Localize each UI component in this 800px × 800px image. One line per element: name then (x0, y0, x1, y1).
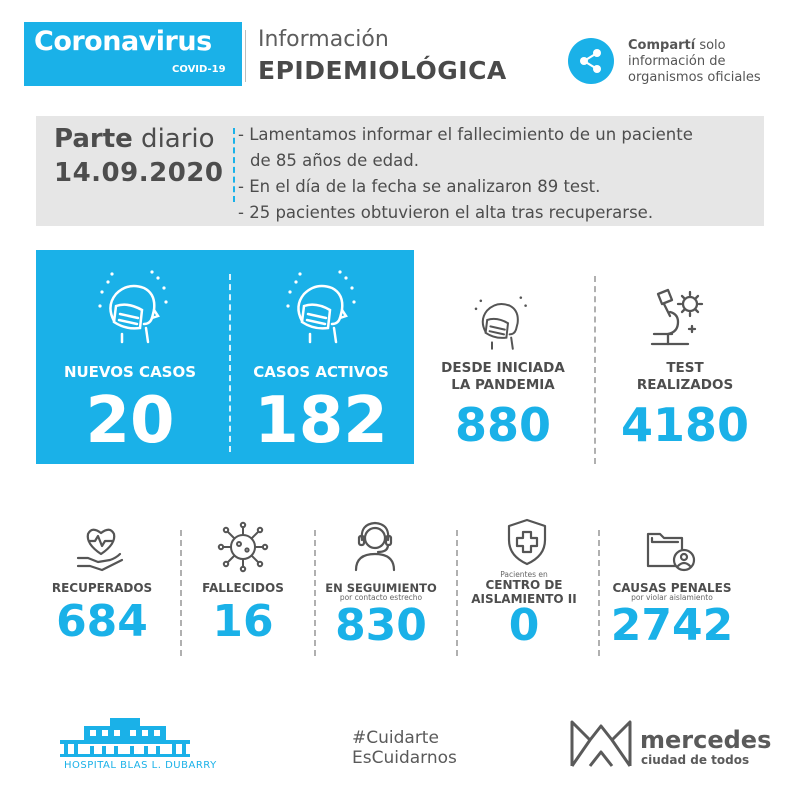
heart-hand-icon (76, 524, 126, 572)
daily-divider (233, 128, 235, 202)
daily-note: - 25 pacientes obtuvieron el alta tras recuperarse. (238, 203, 654, 222)
daily-note: - Lamentamos informar el fallecimiento de un paciente (238, 125, 693, 144)
stat-label-line: LA PANDEMIA (451, 377, 555, 393)
daily-title (54, 124, 215, 154)
stat-label-recovered: RECUPERADOS (51, 581, 153, 595)
stat-label-deceased: FALLECIDOS (202, 581, 284, 595)
stat-value-tests: 4180 (620, 398, 750, 452)
badge-title: Coronavirus (34, 26, 212, 57)
daily-date: 14.09.2020 (54, 158, 224, 188)
daily-title-bold: Parte (54, 124, 133, 154)
hashtag (352, 728, 457, 768)
masked-face-icon (92, 266, 172, 346)
masked-face-icon (468, 288, 532, 352)
city-subtitle: ciudad de todos (641, 753, 750, 767)
stat-label-followup: EN SEGUIMIENTO (325, 581, 437, 595)
headset-person-icon (348, 518, 402, 572)
stat-value-recovered: 684 (56, 596, 148, 647)
share-icon (578, 48, 604, 74)
badge-subtitle: COVID-19 (172, 64, 226, 75)
daily-notes (238, 122, 693, 226)
share-button[interactable] (568, 38, 614, 84)
share-line2: información de (628, 54, 726, 69)
share-line3: organismos oficiales (628, 70, 761, 85)
stat-label-line: REALIZADOS (636, 377, 734, 393)
stat-label-active-cases: CASOS ACTIVOS (253, 363, 389, 381)
stat-label-line: CENTRO DE (485, 578, 563, 592)
stat-value-active-cases: 182 (254, 384, 388, 458)
hashtag-line: EsCuidarnos (352, 748, 457, 768)
stat-label-line: DESDE INICIADA (441, 360, 565, 376)
stat-divider (598, 530, 600, 656)
stat-prelabel-isolation: Pacientes en (500, 570, 548, 579)
stat-divider (456, 530, 458, 656)
stat-label-new-cases: NUEVOS CASOS (63, 363, 197, 381)
daily-title-rest: diario (132, 124, 215, 154)
mercedes-logo-icon (568, 716, 634, 770)
hospital-name: HOSPITAL BLAS L. DUBARRY (64, 760, 217, 771)
stat-sublabel-followup: por contacto estrecho (339, 593, 423, 602)
city-title: mercedes (640, 726, 772, 754)
stat-divider (594, 276, 596, 464)
share-rest: solo (695, 38, 726, 53)
header-title-line1: Información (258, 27, 389, 52)
virus-icon (216, 520, 270, 574)
microscope-icon (638, 286, 708, 352)
stat-divider (314, 530, 316, 656)
header-title-line2: EPIDEMIOLÓGICA (258, 56, 507, 85)
stat-label-criminal-cases: CAUSAS PENALES (612, 581, 732, 595)
stat-label-line: AISLAMIENTO II (471, 592, 577, 606)
stat-value-criminal-cases: 2742 (610, 600, 734, 651)
stat-value-deceased: 16 (212, 596, 274, 647)
stat-sublabel-criminal-cases: por violar aislamiento (631, 593, 713, 602)
stat-divider (180, 530, 182, 656)
panel-divider (229, 274, 231, 452)
hospital-logo (60, 716, 190, 758)
stat-label-since-pandemic (428, 360, 578, 394)
stat-value-followup: 830 (335, 600, 427, 651)
medical-shield-icon (506, 518, 548, 566)
share-bold: Compartí (628, 38, 696, 53)
stat-value-isolation: 0 (508, 600, 540, 651)
daily-note: - En el día de la fecha se analizaron 89 test. (238, 177, 601, 196)
stat-value-new-cases: 20 (85, 384, 175, 458)
header-divider (245, 30, 246, 82)
stat-label-line: TEST (666, 360, 704, 376)
folder-user-icon (646, 528, 696, 572)
hashtag-line: #Cuidarte (352, 728, 439, 748)
share-message (628, 38, 798, 86)
stat-label-tests (600, 360, 770, 394)
daily-note: de 85 años de edad. (250, 151, 419, 170)
stat-value-since-pandemic: 880 (454, 398, 552, 452)
masked-face-icon (280, 266, 360, 346)
